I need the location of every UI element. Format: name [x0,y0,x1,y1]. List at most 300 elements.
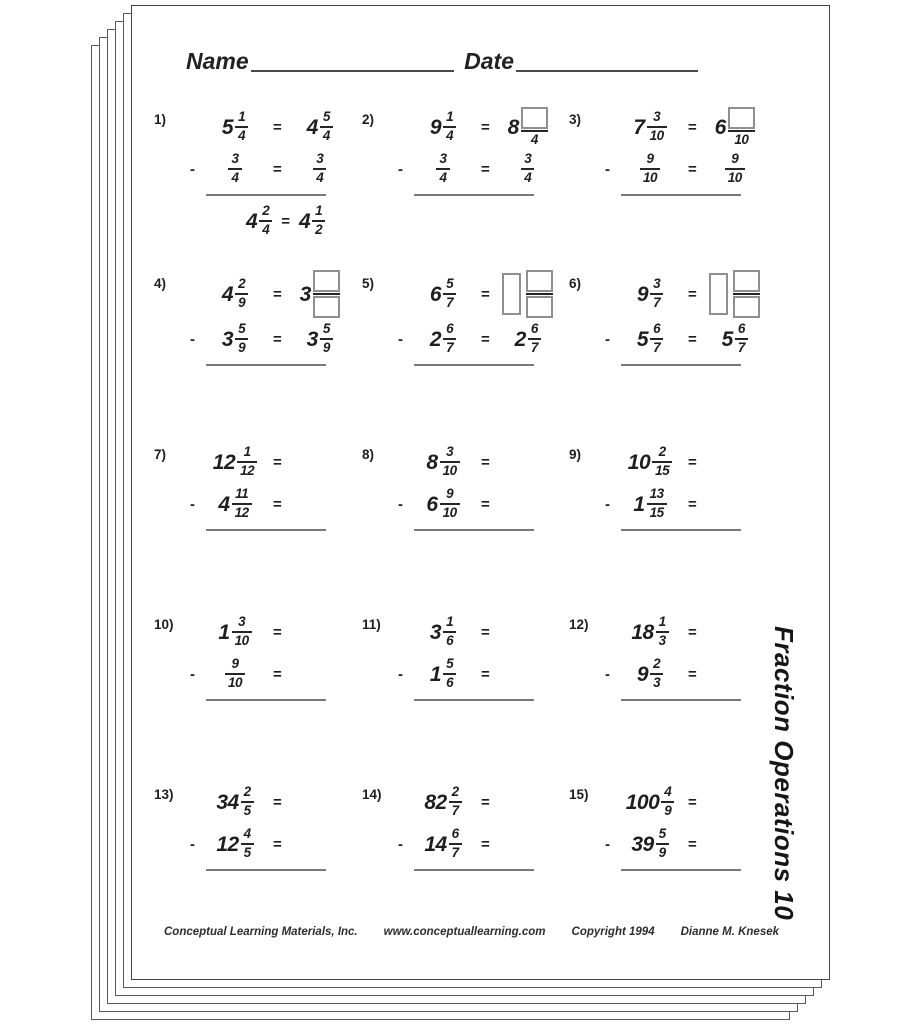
minuend-line [398,106,557,148]
fraction [443,615,456,649]
mixed-number [521,152,534,186]
fraction [528,322,541,356]
mixed-number [424,785,461,819]
problem-number: 7) [154,447,167,462]
subtrahend-line [398,653,557,695]
fraction-numerator: 3 [231,151,239,167]
problem-work [190,270,349,366]
fraction-denominator: 4 [530,131,538,147]
term-slot [414,152,472,186]
minus-sign: - [190,495,195,513]
fraction [656,615,669,649]
minuend-line [398,781,557,823]
fraction [228,152,241,186]
fraction-numerator: 3 [524,151,532,167]
problem-work [605,106,764,196]
subtrahend-line [398,148,557,190]
term-slot [206,445,264,479]
fraction-denominator: 2 [315,222,323,237]
subtrahend-line [605,318,764,360]
mixed-number [628,445,672,479]
equals-sign: = [273,160,282,178]
problem [569,106,764,196]
fraction-numerator: 2 [243,784,251,800]
problem [569,270,764,366]
term-slot [621,322,679,356]
problem-number: 13) [154,787,174,802]
fraction [526,270,553,318]
problem-number: 14) [362,787,382,802]
equals-sign: = [481,453,490,471]
fraction-numerator: 13 [649,486,664,502]
term-slot [414,277,472,311]
problem-work [190,441,349,531]
fraction [733,270,760,318]
fraction-denominator: 4 [262,222,270,237]
equals-sign: = [688,835,697,853]
fraction-denominator: 4 [316,170,324,185]
fraction [647,110,667,144]
fraction-numerator: 6 [446,321,454,337]
problem-number: 8) [362,447,375,462]
fraction [661,785,674,819]
fraction-numerator: 9 [731,151,739,167]
problem-work [190,611,349,701]
term-slot [414,322,472,356]
fraction [320,110,333,144]
mixed-number [508,107,548,148]
name-blank-line [251,70,454,72]
fraction-denominator: 9 [664,803,672,818]
whole-number: 5 [221,115,234,139]
equals-sign: = [273,285,282,303]
equals-sign: = [281,212,290,230]
problem [154,781,349,871]
fraction-denominator: 4 [231,170,239,185]
mixed-number [430,657,456,691]
subtrahend-line [605,148,764,190]
name-label: Name [186,48,249,74]
whole-number: 4 [221,282,234,306]
term-slot [206,615,264,649]
equals-sign: = [688,453,697,471]
mixed-number [637,322,663,356]
term-slot [414,110,472,144]
result-slot [499,270,557,318]
minuend-line [605,106,764,148]
subtrahend-line [398,823,557,865]
minuend-line [398,611,557,653]
result-slot [499,322,557,356]
minus-sign: - [190,160,195,178]
answer-line [414,194,534,196]
answer-line [621,194,741,196]
minus-sign: - [605,330,610,348]
fraction-denominator: 10 [227,675,243,690]
fraction-denominator: 12 [240,463,255,478]
mixed-number [228,152,241,186]
fraction-numerator: 2 [653,656,661,672]
term-slot [414,615,472,649]
equals-sign: = [688,623,697,641]
fraction-numerator: 1 [446,109,454,125]
equals-sign: = [481,330,490,348]
fraction-numerator: 2 [262,203,270,219]
whole-number: 9 [636,662,649,686]
mixed-number [218,487,251,521]
subtrahend-line [190,823,349,865]
answer-line [206,529,326,531]
whole-number: 100 [625,790,660,814]
fraction-numerator: 5 [322,109,330,125]
fraction-bar [313,293,340,295]
minuend-line [190,781,349,823]
fraction [449,827,462,861]
problem-work [398,106,557,196]
mixed-number [633,487,666,521]
answer-blank-box [733,270,760,292]
mixed-number [426,445,459,479]
subtrahend-line [190,653,349,695]
fraction-denominator: 9 [658,845,666,860]
whole-number: 4 [218,492,230,516]
mixed-number [633,110,666,144]
mixed-number [722,322,748,356]
equals-sign: = [273,453,282,471]
fraction-denominator: 9 [238,340,246,355]
minus-sign: - [398,160,403,178]
subtrahend-line [398,318,557,360]
fraction [232,487,252,521]
fraction-numerator: 2 [451,784,459,800]
term-slot [206,785,264,819]
result-slot [706,270,764,318]
problem [569,781,764,871]
answer-line [621,869,741,871]
fraction-denominator: 12 [234,505,249,520]
whole-number: 9 [429,115,442,139]
fraction [259,204,272,238]
equals-sign: = [688,285,697,303]
fraction-numerator: 5 [446,656,454,672]
mixed-number [709,270,760,318]
term-slot [621,277,679,311]
whole-number: 8 [426,450,438,474]
mixed-number [626,785,675,819]
fraction-numerator: 4 [664,784,672,800]
mixed-number [300,270,340,318]
equals-sign: = [273,665,282,683]
subtrahend-line [605,653,764,695]
answer-blank-box [709,273,728,315]
date-label: Date [464,48,514,74]
minuend-line [605,781,764,823]
mixed-number [502,270,553,318]
subtrahend-line [398,483,557,525]
fraction [436,152,449,186]
footer-copyright: Copyright 1994 [571,926,655,938]
term-slot [621,152,679,186]
fraction [640,152,660,186]
fraction [647,487,667,521]
header [186,48,698,75]
answer-blank-box [526,270,553,292]
fraction-denominator: 7 [451,845,459,860]
fraction [440,487,460,521]
fraction-numerator: 9 [446,486,454,502]
fraction [443,277,456,311]
answer-line [414,529,534,531]
equals-sign: = [481,160,490,178]
whole-number: 3 [306,327,318,351]
whole-number: 2 [514,327,526,351]
fraction-denominator: 7 [530,340,538,355]
problem [154,611,349,701]
answer-line [206,194,326,196]
equals-sign: = [481,835,490,853]
answer-line [621,364,741,366]
result-slot [291,322,349,356]
term-slot [414,487,472,521]
fraction-numerator: 1 [446,614,454,630]
problem [362,270,557,366]
fraction-denominator: 4 [446,128,454,143]
fraction-numerator: 6 [530,321,538,337]
subtrahend-line [605,823,764,865]
fraction-denominator: 5 [243,845,251,860]
problem-number: 11) [362,617,381,632]
whole-number: 82 [424,790,447,814]
fraction [656,827,669,861]
whole-number: 10 [627,450,651,474]
fraction [235,110,248,144]
minuend-line [398,441,557,483]
mixed-number [640,152,660,186]
minus-sign: - [398,330,403,348]
fraction [650,277,663,311]
fraction [225,657,245,691]
problem-number: 9) [569,447,582,462]
minuend-line [605,611,764,653]
fraction [725,152,745,186]
whole-number: 7 [633,115,645,139]
mixed-number [725,152,745,186]
subtrahend-line [605,483,764,525]
fraction-denominator: 10 [727,170,742,185]
fraction-bar [733,293,760,295]
minus-sign: - [190,330,195,348]
fraction [235,277,248,311]
mixed-number [631,827,668,861]
fraction [449,785,462,819]
result-slot [499,152,557,186]
answer-blank-box [521,107,548,129]
whole-number: 1 [429,662,442,686]
fraction [440,445,460,479]
answer-blank-box [313,270,340,292]
worksheet-title: Fraction Operations 10 [769,626,799,921]
mixed-number [430,277,456,311]
fraction-numerator: 3 [439,151,447,167]
term-slot [206,110,264,144]
equals-sign: = [688,665,697,683]
fraction-denominator: 7 [653,340,661,355]
whole-number: 12 [216,832,239,856]
fraction-denominator: 9 [322,340,330,355]
fraction-denominator: 15 [655,463,670,478]
whole-number: 6 [429,282,442,306]
fraction-denominator: 10 [234,633,249,648]
fraction-denominator: 4 [238,128,246,143]
fraction [728,107,755,148]
term-slot [206,487,264,521]
minuend-line [605,270,764,318]
result-slot [291,110,349,144]
fraction-numerator: 1 [315,203,323,219]
whole-number: 9 [636,282,649,306]
fraction [735,322,748,356]
minuend-line [398,270,557,318]
answer-blank-box [313,296,340,318]
result-slot [291,152,349,186]
minus-sign: - [605,160,610,178]
fraction-denominator: 10 [442,463,457,478]
term-slot [206,152,264,186]
fraction-numerator: 3 [446,444,454,460]
equals-sign: = [273,835,282,853]
equals-sign: = [273,118,282,136]
problem [154,270,349,366]
mixed-number [246,204,272,238]
result-slot [706,322,764,356]
fraction-denominator: 15 [649,505,664,520]
answer-blank-box [526,296,553,318]
footer [164,926,804,938]
whole-number: 39 [631,832,654,856]
mixed-number [225,657,245,691]
minus-sign: - [605,495,610,513]
minuend-line [190,270,349,318]
mixed-number [222,322,248,356]
fraction-denominator: 7 [451,803,459,818]
minus-sign: - [605,665,610,683]
problem-number: 5) [362,276,375,291]
fraction-denominator: 10 [649,128,664,143]
fraction-numerator: 11 [235,486,249,502]
mixed-number [637,277,663,311]
term-slot [621,615,679,649]
answer-line [414,699,534,701]
fraction [241,785,254,819]
result-slot [291,270,349,318]
fraction-denominator: 9 [238,295,246,310]
fraction [235,322,248,356]
fraction [320,322,333,356]
mixed-number [313,152,326,186]
answer-blank-box [728,107,755,129]
result-slot [706,152,764,186]
mixed-number [631,615,668,649]
fraction-denominator: 4 [322,128,330,143]
problem-work [398,611,557,701]
equals-sign: = [481,793,490,811]
mixed-number [715,107,755,148]
term-slot [621,487,679,521]
problem-work [605,611,764,701]
fraction-numerator: 2 [658,444,666,460]
fraction-numerator: 1 [243,444,251,460]
subtrahend-line [190,318,349,360]
fraction-numerator: 9 [646,151,654,167]
problem-work [605,781,764,871]
problem-work [605,441,764,531]
equals-sign: = [688,495,697,513]
answer-blank-box [733,296,760,318]
term-slot [414,445,472,479]
mixed-number [218,615,251,649]
problem-work [605,270,764,366]
problem [154,106,349,242]
equals-sign: = [481,495,490,513]
mixed-number [430,615,456,649]
fraction [650,322,663,356]
problem-number: 4) [154,276,167,291]
fraction-numerator: 5 [446,276,454,292]
answer-line [414,364,534,366]
problem-number: 6) [569,276,582,291]
fraction-denominator: 4 [439,170,447,185]
fraction [313,152,326,186]
footer-company: Conceptual Learning Materials, Inc. [164,926,358,938]
fraction [521,152,534,186]
term-slot [206,277,264,311]
problem [569,611,764,701]
whole-number: 4 [298,209,311,233]
conversion-line [246,200,349,242]
mixed-number [430,110,456,144]
footer-website: www.conceptuallearning.com [383,926,546,938]
subtrahend-line [190,148,349,190]
problem [154,441,349,531]
whole-number: 34 [216,790,239,814]
fraction-denominator: 3 [653,675,661,690]
fraction-numerator: 3 [653,109,661,125]
fraction [312,204,325,238]
mixed-number [299,204,325,238]
equals-sign: = [273,623,282,641]
term-slot [414,827,472,861]
fraction-denominator: 7 [737,340,745,355]
fraction-numerator: 6 [451,826,459,842]
fraction-denominator: 7 [446,295,454,310]
problem-number: 1) [154,112,167,127]
fraction [652,445,672,479]
term-slot [414,785,472,819]
equals-sign: = [273,330,282,348]
term-slot [621,110,679,144]
mixed-number [436,152,449,186]
problem-number: 2) [362,112,375,127]
fraction-denominator: 10 [734,131,749,147]
problem-work [190,781,349,871]
minuend-line [190,611,349,653]
minus-sign: - [190,835,195,853]
equals-sign: = [273,793,282,811]
whole-number: 5 [721,327,733,351]
mixed-number [307,322,333,356]
whole-number: 5 [636,327,649,351]
fraction-denominator: 7 [446,340,454,355]
